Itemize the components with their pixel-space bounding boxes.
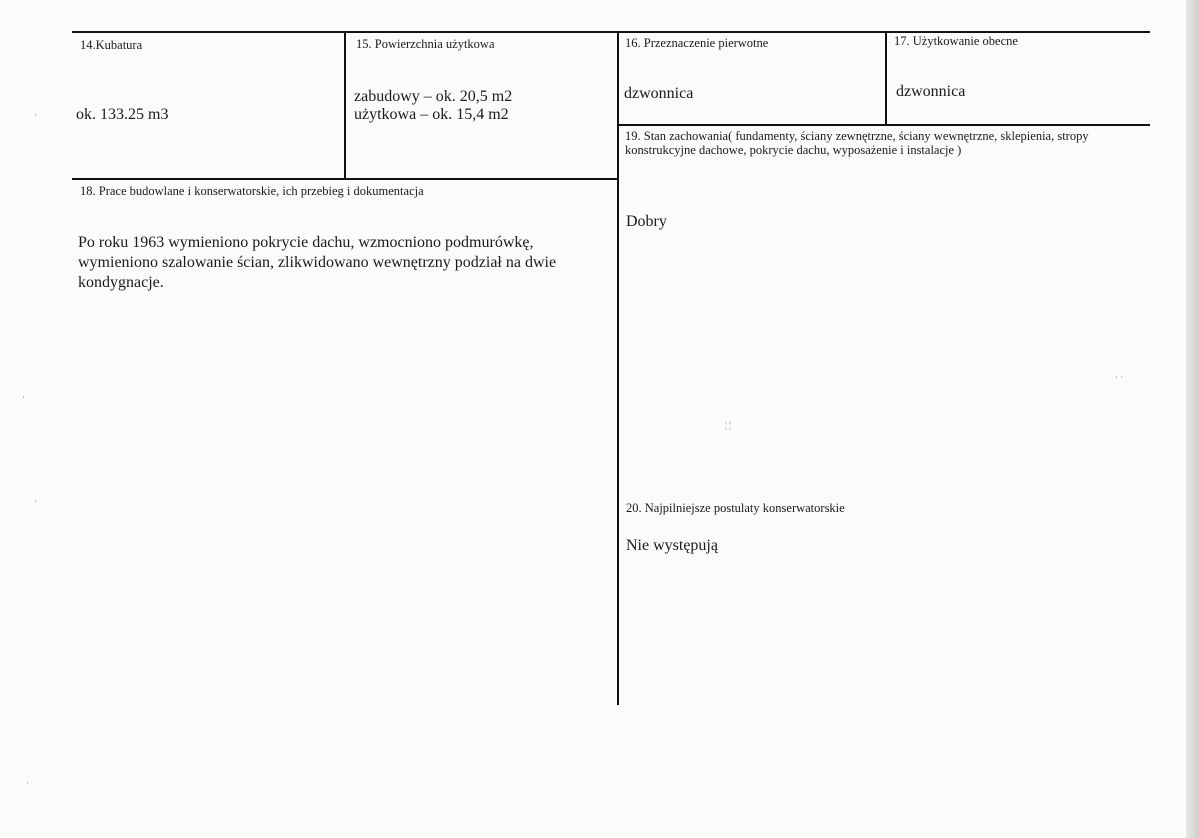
uzytkowanie-label: 17. Użytkowanie obecne bbox=[894, 34, 1018, 48]
powierzchnia-zabudowy-value: zabudowy – ok. 20,5 m2 bbox=[354, 88, 513, 105]
scan-speck: · · bbox=[1115, 372, 1124, 382]
top-border-line bbox=[72, 31, 1150, 33]
prace-value: Po roku 1963 wymieniono pokrycie dachu, wzmocniono podmurówkę, wymieniono szalowanie ścian, zlikwidowano wewnętrzny podział na dwie kondygnacje. bbox=[78, 234, 557, 291]
divider-16-17 bbox=[885, 32, 887, 125]
stan-zachowania-label: 19. Stan zachowania( fundamenty, ściany zewnętrzne, ściany wewnętrzne, sklepienia, stropy konstrukcyjne dachowe, pokrycie dachu, wyposażenie i instalacje ) bbox=[625, 129, 1089, 157]
przeznaczenie-label: 16. Przeznaczenie pierwotne bbox=[625, 36, 769, 50]
page-edge-shadow bbox=[1186, 0, 1199, 838]
scan-speck: ¦ ¦ bbox=[725, 420, 731, 430]
scan-speck: · bbox=[34, 110, 37, 120]
stan-zachowania-value: Dobry bbox=[626, 213, 667, 230]
powierzchnia-label: 15. Powierzchnia użytkowa bbox=[356, 37, 495, 51]
powierzchnia-uzytkowa-value: użytkowa – ok. 15,4 m2 bbox=[354, 106, 509, 123]
kubatura-label: 14.Kubatura bbox=[80, 38, 143, 52]
przeznaczenie-value: dzwonnica bbox=[624, 85, 694, 102]
scan-speck: · bbox=[26, 778, 29, 788]
divider-14-15 bbox=[344, 32, 346, 179]
uzytkowanie-value: dzwonnica bbox=[896, 83, 966, 100]
scan-speck: · bbox=[22, 392, 25, 402]
prace-label: 18. Prace budowlane i konserwatorskie, ich przebieg i dokumentacja bbox=[80, 184, 424, 198]
scan-speck: · bbox=[34, 496, 37, 506]
kubatura-value: ok. 133.25 m3 bbox=[76, 106, 169, 123]
postulaty-label: 20. Najpilniejsze postulaty konserwatorskie bbox=[626, 501, 845, 515]
postulaty-value: Nie występują bbox=[626, 537, 718, 554]
divider-15-16 bbox=[617, 32, 619, 705]
row1-bottom-line-right bbox=[617, 124, 1150, 126]
